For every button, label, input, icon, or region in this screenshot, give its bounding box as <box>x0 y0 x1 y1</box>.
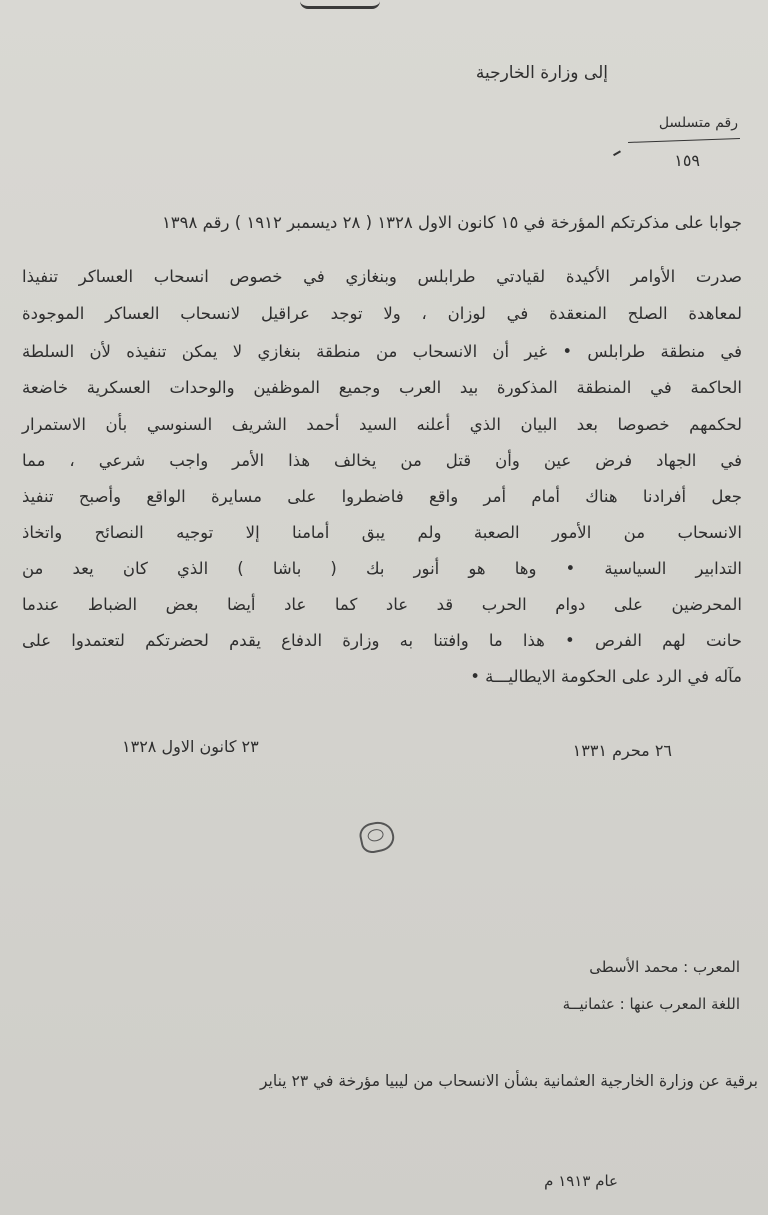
serial-number: ١٥٩ <box>674 151 700 170</box>
body-line: التدابير السياسية • وها هو أنور بك ( باشا ) الذي كان يعد من <box>22 559 742 578</box>
date-hijri: ٢٦ محرم ١٣٣١ <box>572 741 672 760</box>
footer-title: برقية عن وزارة الخارجية العثمانية بشأن الانسحاب من ليبيا مؤرخة في ٢٣ يناير <box>260 1072 758 1090</box>
serial-underline <box>628 138 740 143</box>
body-line: الانسحاب من الأمور الصعبة ولم يبق أمامنا إلا توجيه النصائح واتخاذ <box>22 523 742 542</box>
body-line: جعل أفرادنا هناك أمام أمر واقع فاضطروا على مسايرة الواقع وأصبح تنفيذ <box>22 487 742 506</box>
body-line: صدرت الأوامر الأكيدة لقيادتي طرابلس وبنغازي في خصوص انسحاب العساكر تنفيذا <box>22 267 742 286</box>
footer-year: عام ١٩١٣ م <box>544 1172 618 1190</box>
body-line: لمعاهدة الصلح المنعقدة في لوزان ، ولا توجد عراقيل لانسحاب العساكر الموجودة <box>22 304 742 323</box>
body-line: حانت لهم الفرص • هذا ما وافتنا به وزارة الدفاع يقدم لحضرتكم لتعتمدوا على <box>22 631 742 650</box>
translator-credit: المعرب : محمد الأسطى <box>589 958 740 976</box>
source-language: اللغة المعرب عنها : عثمانيــة <box>562 995 740 1013</box>
body-line: المحرضين على دوام الحرب قد عاد كما عاد أيضا بعض الضباط عندما <box>22 595 742 614</box>
reply-reference: جوابا على مذكرتكم المؤرخة في ١٥ كانون الاول ١٣٢٨ ( ٢٨ ديسمبر ١٩١٢ ) رقم ١٣٩٨ <box>161 213 742 232</box>
top-edge-mark <box>300 0 380 9</box>
serial-label: رقم متسلسل <box>658 115 738 131</box>
body-line: في الجهاد فرض عين وأن قتل من يخالف هذا الأمر واجب شرعي ، مما <box>22 451 742 470</box>
body-line: لحكمهم خصوصا بعد البيان الذي أعلنه السيد أحمد الشريف السنوسي بأن الاستمرار <box>22 415 742 434</box>
body-line: مآله في الرد على الحكومة الايطاليـــة • <box>470 667 742 686</box>
addressee: إلى وزارة الخارجية <box>475 63 608 83</box>
date-rumi: ٢٣ كانون الاول ١٣٢٨ <box>122 737 259 756</box>
pen-mark <box>613 150 623 159</box>
body-line: في منطقة طرابلس • غير أن الانسحاب من منطقة بنغازي لا يمكن تنفيذه لأن السلطة <box>22 342 742 361</box>
body-line: الحاكمة في المنطقة المذكورة بيد العرب وجميع الموظفين والوحدات العسكرية خاضعة <box>22 378 742 397</box>
seal-stamp <box>357 819 396 855</box>
